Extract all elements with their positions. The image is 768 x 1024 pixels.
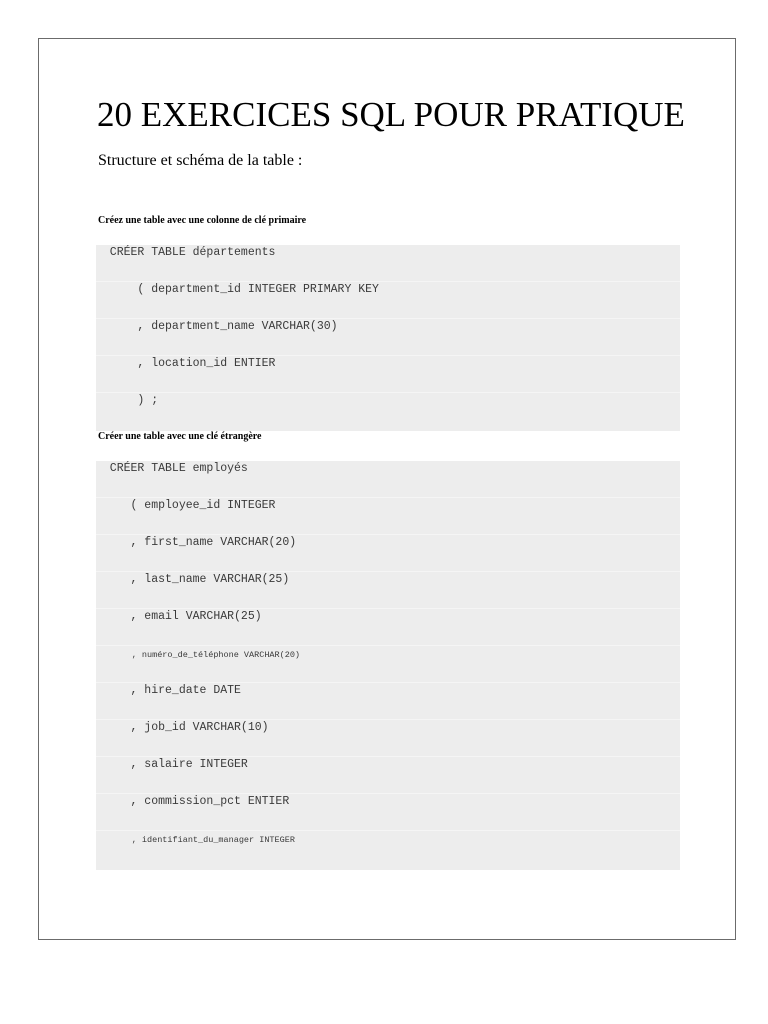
code-block-departements <box>96 245 680 431</box>
code-line: ) ; <box>96 394 159 407</box>
document-title: 20 EXERCICES SQL POUR PRATIQUE <box>97 95 685 134</box>
code-line: , job_id VARCHAR(10) <box>96 720 680 757</box>
code-line: , hire_date DATE <box>96 683 680 720</box>
code-line: , commission_pct ENTIER <box>96 794 680 831</box>
code-line: CRÉER TABLE départements <box>96 245 680 282</box>
code-line: , last_name VARCHAR(25) <box>96 572 680 609</box>
code-line: , first_name VARCHAR(20) <box>96 535 680 572</box>
code-line: , identifiant_du_manager INTEGER <box>96 835 295 845</box>
code-line: , numéro_de_téléphone VARCHAR(20) <box>96 646 680 683</box>
code-line: CRÉER TABLE employés <box>96 461 680 498</box>
code-line: , email VARCHAR(25) <box>96 609 680 646</box>
document-subtitle: Structure et schéma de la table : <box>98 152 303 169</box>
code-line: , location_id ENTIER <box>96 356 680 393</box>
section-heading-primary-key: Créez une table avec une colonne de clé primaire <box>98 215 307 226</box>
code-line: , salaire INTEGER <box>96 757 680 794</box>
code-line: ( employee_id INTEGER <box>96 498 680 535</box>
code-block-employes <box>96 461 680 870</box>
code-line: ( department_id INTEGER PRIMARY KEY <box>96 282 680 319</box>
code-line: , department_name VARCHAR(30) <box>96 319 680 356</box>
section-heading-foreign-key: Créer une table avec une clé étrangère <box>98 431 262 442</box>
